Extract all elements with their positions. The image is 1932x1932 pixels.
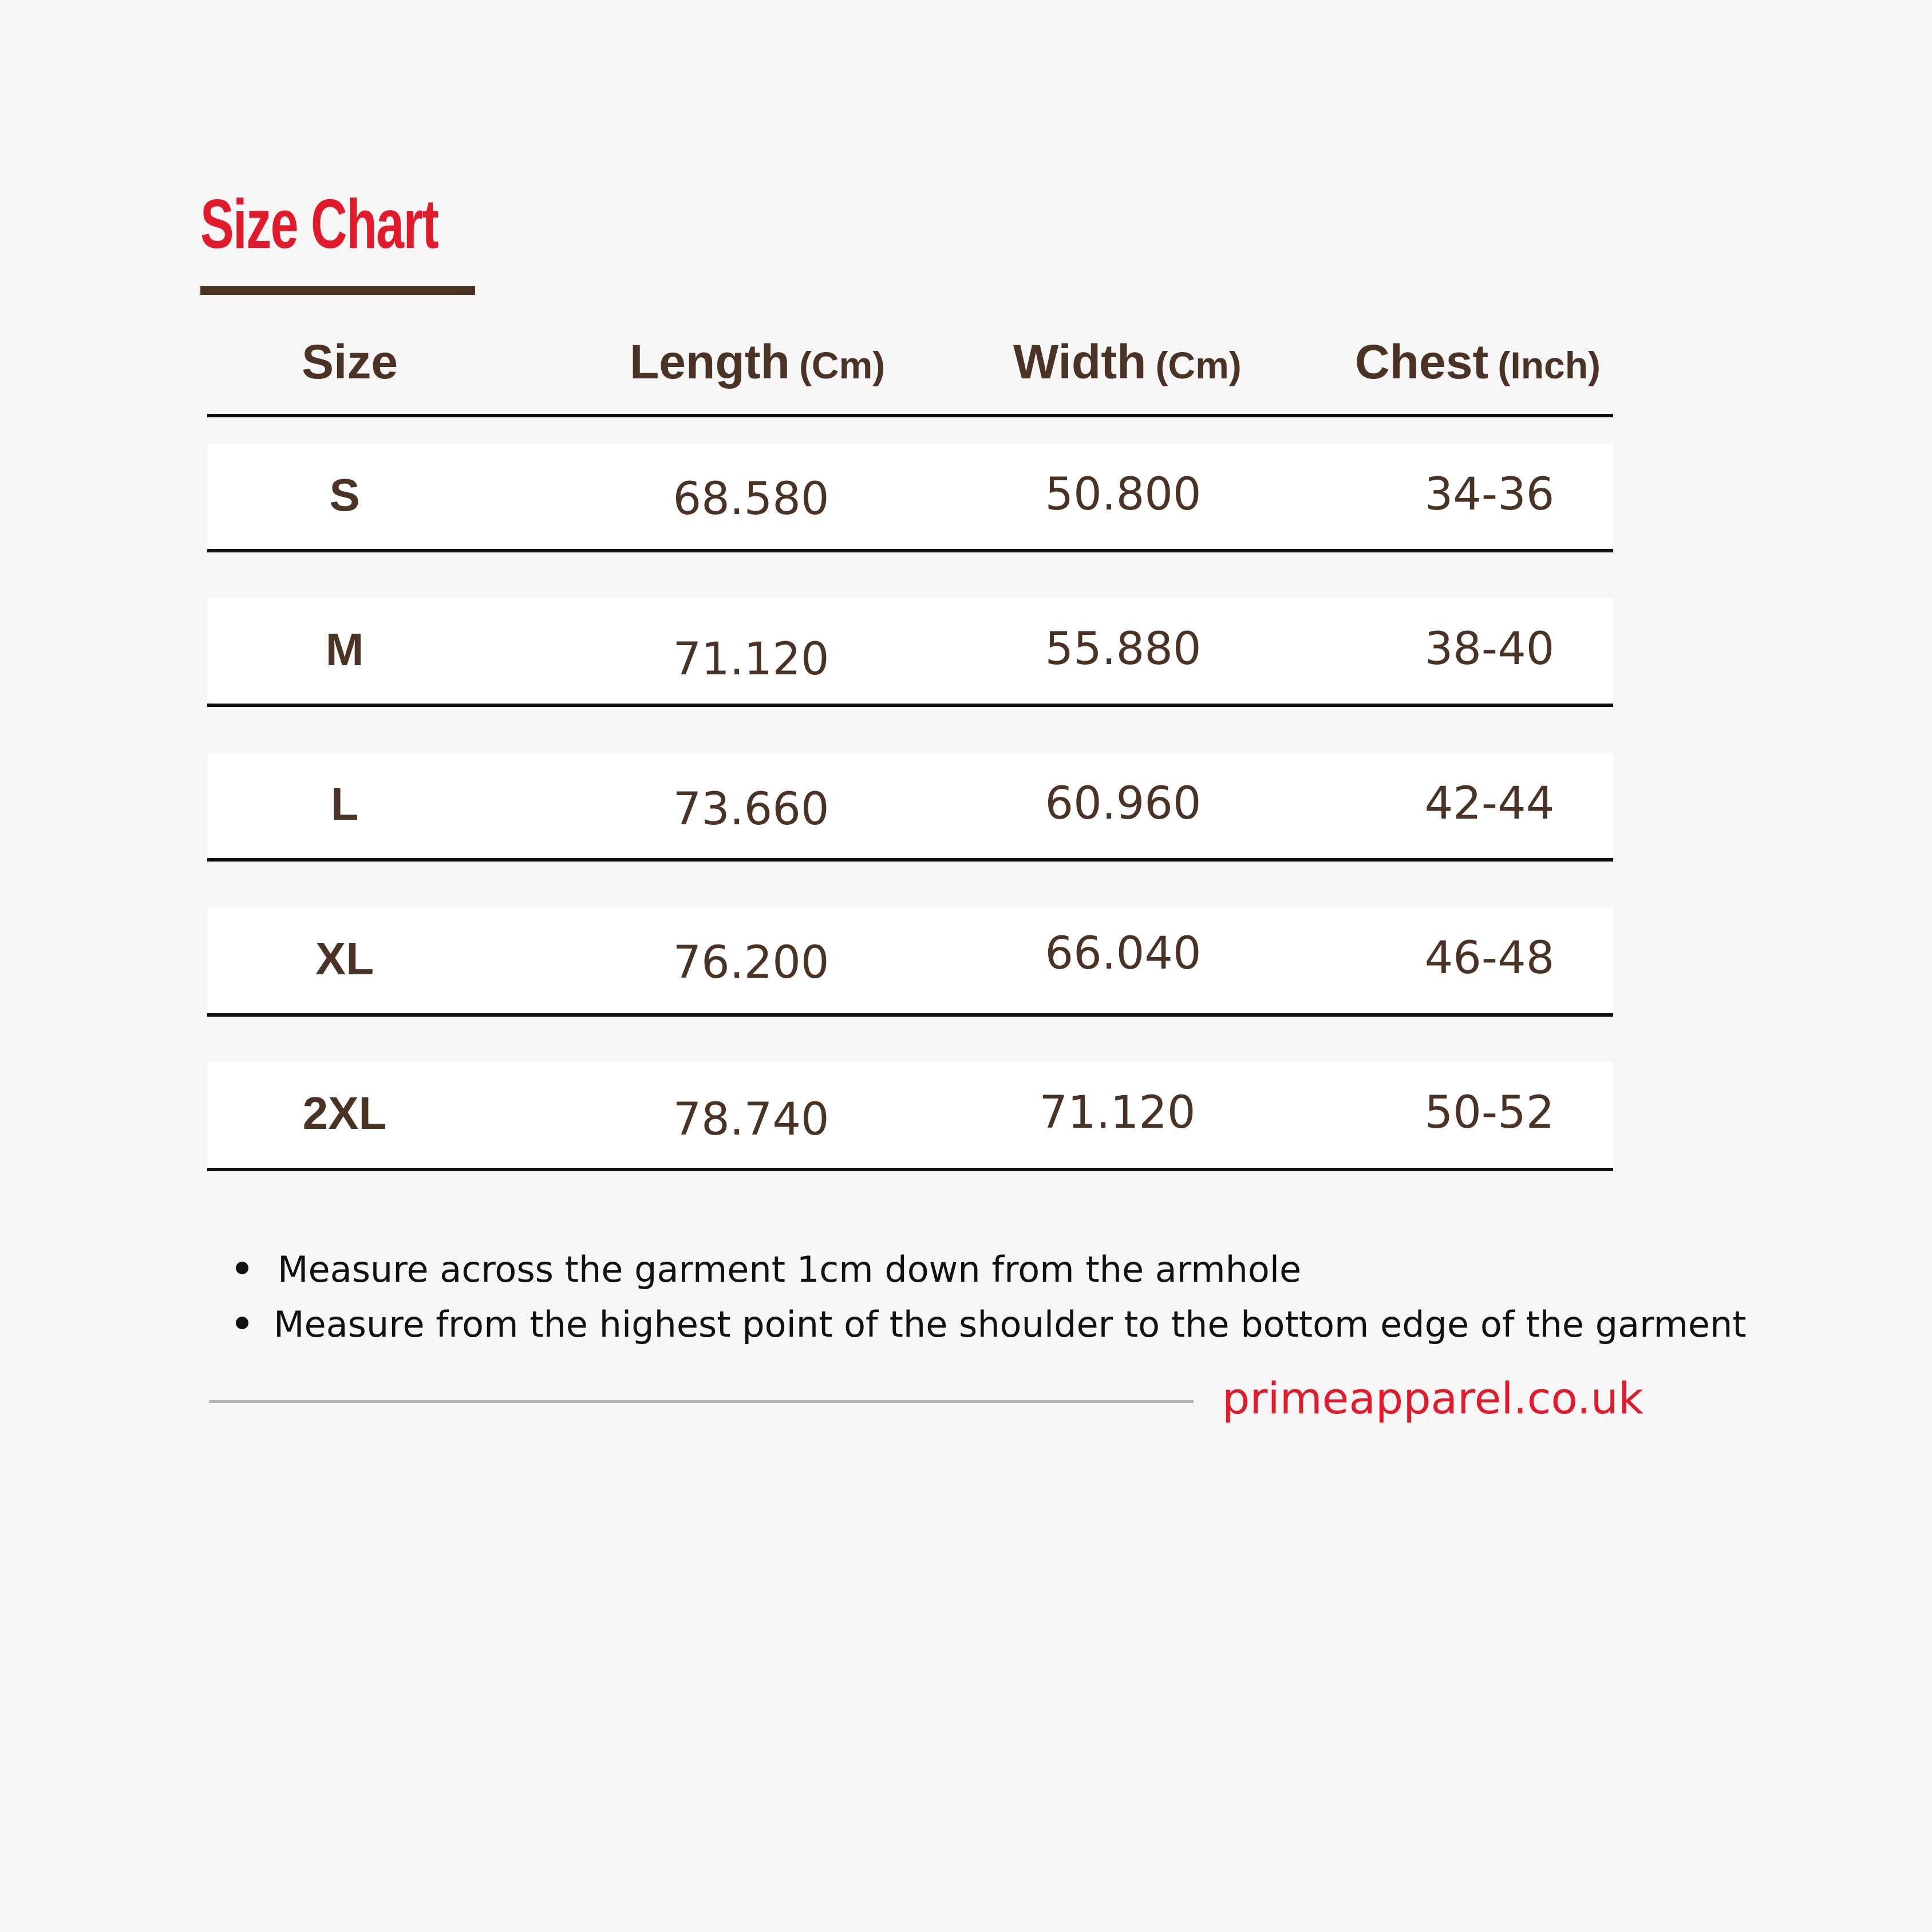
- header-size-label: Size: [302, 335, 398, 389]
- width-cell: 71.120: [1039, 1087, 1196, 1139]
- header-length: [630, 335, 886, 389]
- header-length-unit: (Cm): [799, 344, 886, 386]
- row-divider: [207, 1013, 1613, 1017]
- size-cell: M: [325, 624, 364, 675]
- table-row: [207, 753, 1613, 859]
- length-cell: 68.580: [673, 473, 829, 525]
- header-width: [1013, 335, 1242, 389]
- title-underline: [200, 286, 475, 295]
- page-title: Size Chart: [200, 185, 438, 263]
- row-divider: [207, 549, 1613, 552]
- note-text: Measure from the highest point of the shoulder to the bottom edge of the garment: [274, 1303, 1747, 1345]
- row-divider: [207, 704, 1613, 707]
- row-divider: [207, 858, 1613, 862]
- header-width-label: Width: [1013, 335, 1147, 389]
- width-cell: 60.960: [1045, 778, 1202, 829]
- header-width-unit: (Cm): [1155, 344, 1242, 386]
- width-cell: 50.800: [1045, 469, 1202, 520]
- note-text: Measure across the garment 1cm down from the armhole: [278, 1249, 1302, 1290]
- width-cell: 55.880: [1045, 623, 1202, 675]
- length-cell: 78.740: [673, 1094, 829, 1145]
- length-cell: 76.200: [673, 937, 829, 989]
- header-divider: [207, 414, 1613, 417]
- length-cell: 71.120: [673, 634, 829, 685]
- bullet-icon: [236, 1317, 248, 1329]
- table-header: [207, 326, 1613, 412]
- width-cell: 66.040: [1045, 928, 1202, 979]
- length-cell: 73.660: [673, 784, 829, 835]
- footer-divider: [209, 1400, 1194, 1403]
- table-row: [207, 1062, 1613, 1168]
- bullet-icon: [236, 1262, 248, 1274]
- size-cell: XL: [315, 933, 374, 984]
- note-item: [229, 1297, 1747, 1352]
- chest-cell: 42-44: [1424, 778, 1555, 829]
- table-row: [207, 444, 1613, 550]
- header-length-label: Length: [630, 335, 790, 389]
- note-item: [229, 1242, 1747, 1297]
- chest-cell: 34-36: [1424, 469, 1555, 520]
- size-cell: S: [329, 469, 360, 520]
- table-row: [207, 907, 1613, 1013]
- measurement-notes: [229, 1242, 1747, 1352]
- header-chest-label: Chest: [1355, 335, 1489, 389]
- website-link[interactable]: primeapparel.co.uk: [1222, 1373, 1643, 1424]
- row-divider: [207, 1168, 1613, 1171]
- chest-cell: 38-40: [1424, 623, 1555, 675]
- header-chest: [1355, 335, 1601, 389]
- size-cell: L: [330, 779, 359, 829]
- header-chest-unit: (Inch): [1498, 344, 1601, 386]
- chest-cell: 50-52: [1424, 1087, 1555, 1139]
- table-row: [207, 598, 1613, 704]
- chest-cell: 46-48: [1424, 933, 1555, 984]
- header-size: [302, 335, 398, 389]
- size-cell: 2XL: [302, 1088, 387, 1139]
